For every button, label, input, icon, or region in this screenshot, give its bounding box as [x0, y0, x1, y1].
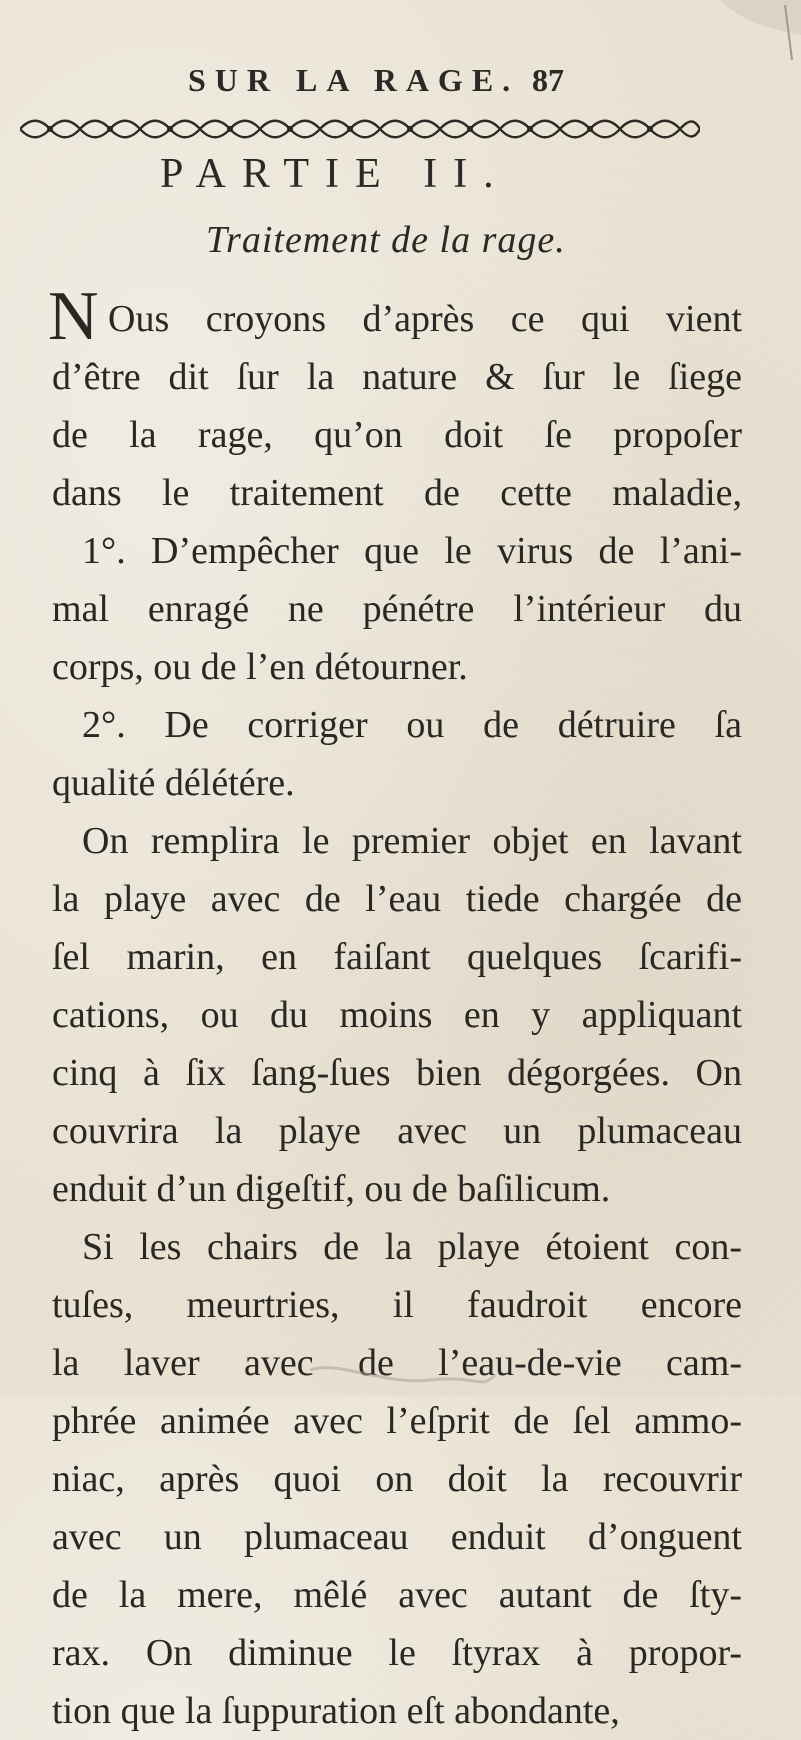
running-head	[160, 62, 640, 106]
text-line: On remplira le premier objet en lavant	[82, 820, 742, 862]
text-line: corps, ou de l’en détourner.	[52, 646, 468, 688]
text-line: phrée animée avec l’eſprit de ſel ammo-	[52, 1400, 742, 1442]
text-line: la laver avec de l’eau-de-vie cam-	[52, 1342, 742, 1384]
text-line: enduit d’un digeſtif, ou de baſilicum.	[52, 1168, 611, 1210]
section-title: Traitement de la rage.	[206, 219, 566, 261]
text-line: avec un plumaceau enduit d’onguent	[52, 1516, 742, 1558]
text-line: niac, après quoi on doit la recouvrir	[52, 1458, 742, 1500]
text-line: rax. On diminue le ſtyrax à propor-	[52, 1632, 742, 1674]
text-line: cinq à ſix ſang-ſues bien dégorgées. On	[52, 1052, 742, 1094]
text-line: dans le traitement de cette maladie,	[52, 472, 742, 514]
body-text	[48, 278, 742, 1740]
paper-stain	[700, 0, 801, 80]
text-line: tuſes, meurtries, il faudroit encore	[52, 1284, 742, 1326]
text-line: qualité délétére.	[52, 762, 295, 804]
text-line: couvrira la playe avec un plumaceau	[52, 1110, 742, 1152]
text-line: 1°. D’empêcher que le virus de l’ani-	[82, 530, 742, 572]
text-line: mal enragé ne pénétre l’intérieur du	[52, 588, 742, 630]
text-line: cations, ou du moins en y appliquant	[52, 994, 742, 1036]
text-line: de la rage, qu’on doit ſe propoſer	[52, 414, 742, 456]
text-line: ſel marin, en faiſant quelques ſcarifi-	[52, 936, 742, 978]
ornament-pattern	[20, 121, 700, 138]
text-line: Si les chairs de la playe étoient con-	[82, 1226, 742, 1268]
drop-cap: N	[48, 278, 99, 355]
text-line: de la mere, mêlé avec autant de ſty-	[52, 1574, 742, 1616]
printer-ornament-band	[20, 116, 700, 142]
text-line: tion que la ſuppuration eſt abondante,	[52, 1690, 620, 1732]
running-title: SUR LA RAGE.	[188, 62, 520, 98]
text-line-1	[48, 278, 742, 355]
part-title: PARTIE II.	[160, 151, 510, 197]
text-line: 2°. De corriger ou de détruire ſa	[82, 704, 742, 746]
text-line-1-content: Ous croyons d’après ce qui vient	[108, 298, 742, 340]
text-line: la playe avec de l’eau tiede chargée de	[52, 878, 742, 920]
page-number: 87	[532, 62, 564, 98]
text-line: d’être dit ſur la nature & ſur le ſiege	[52, 356, 742, 398]
ornament-band-svg	[20, 116, 700, 142]
